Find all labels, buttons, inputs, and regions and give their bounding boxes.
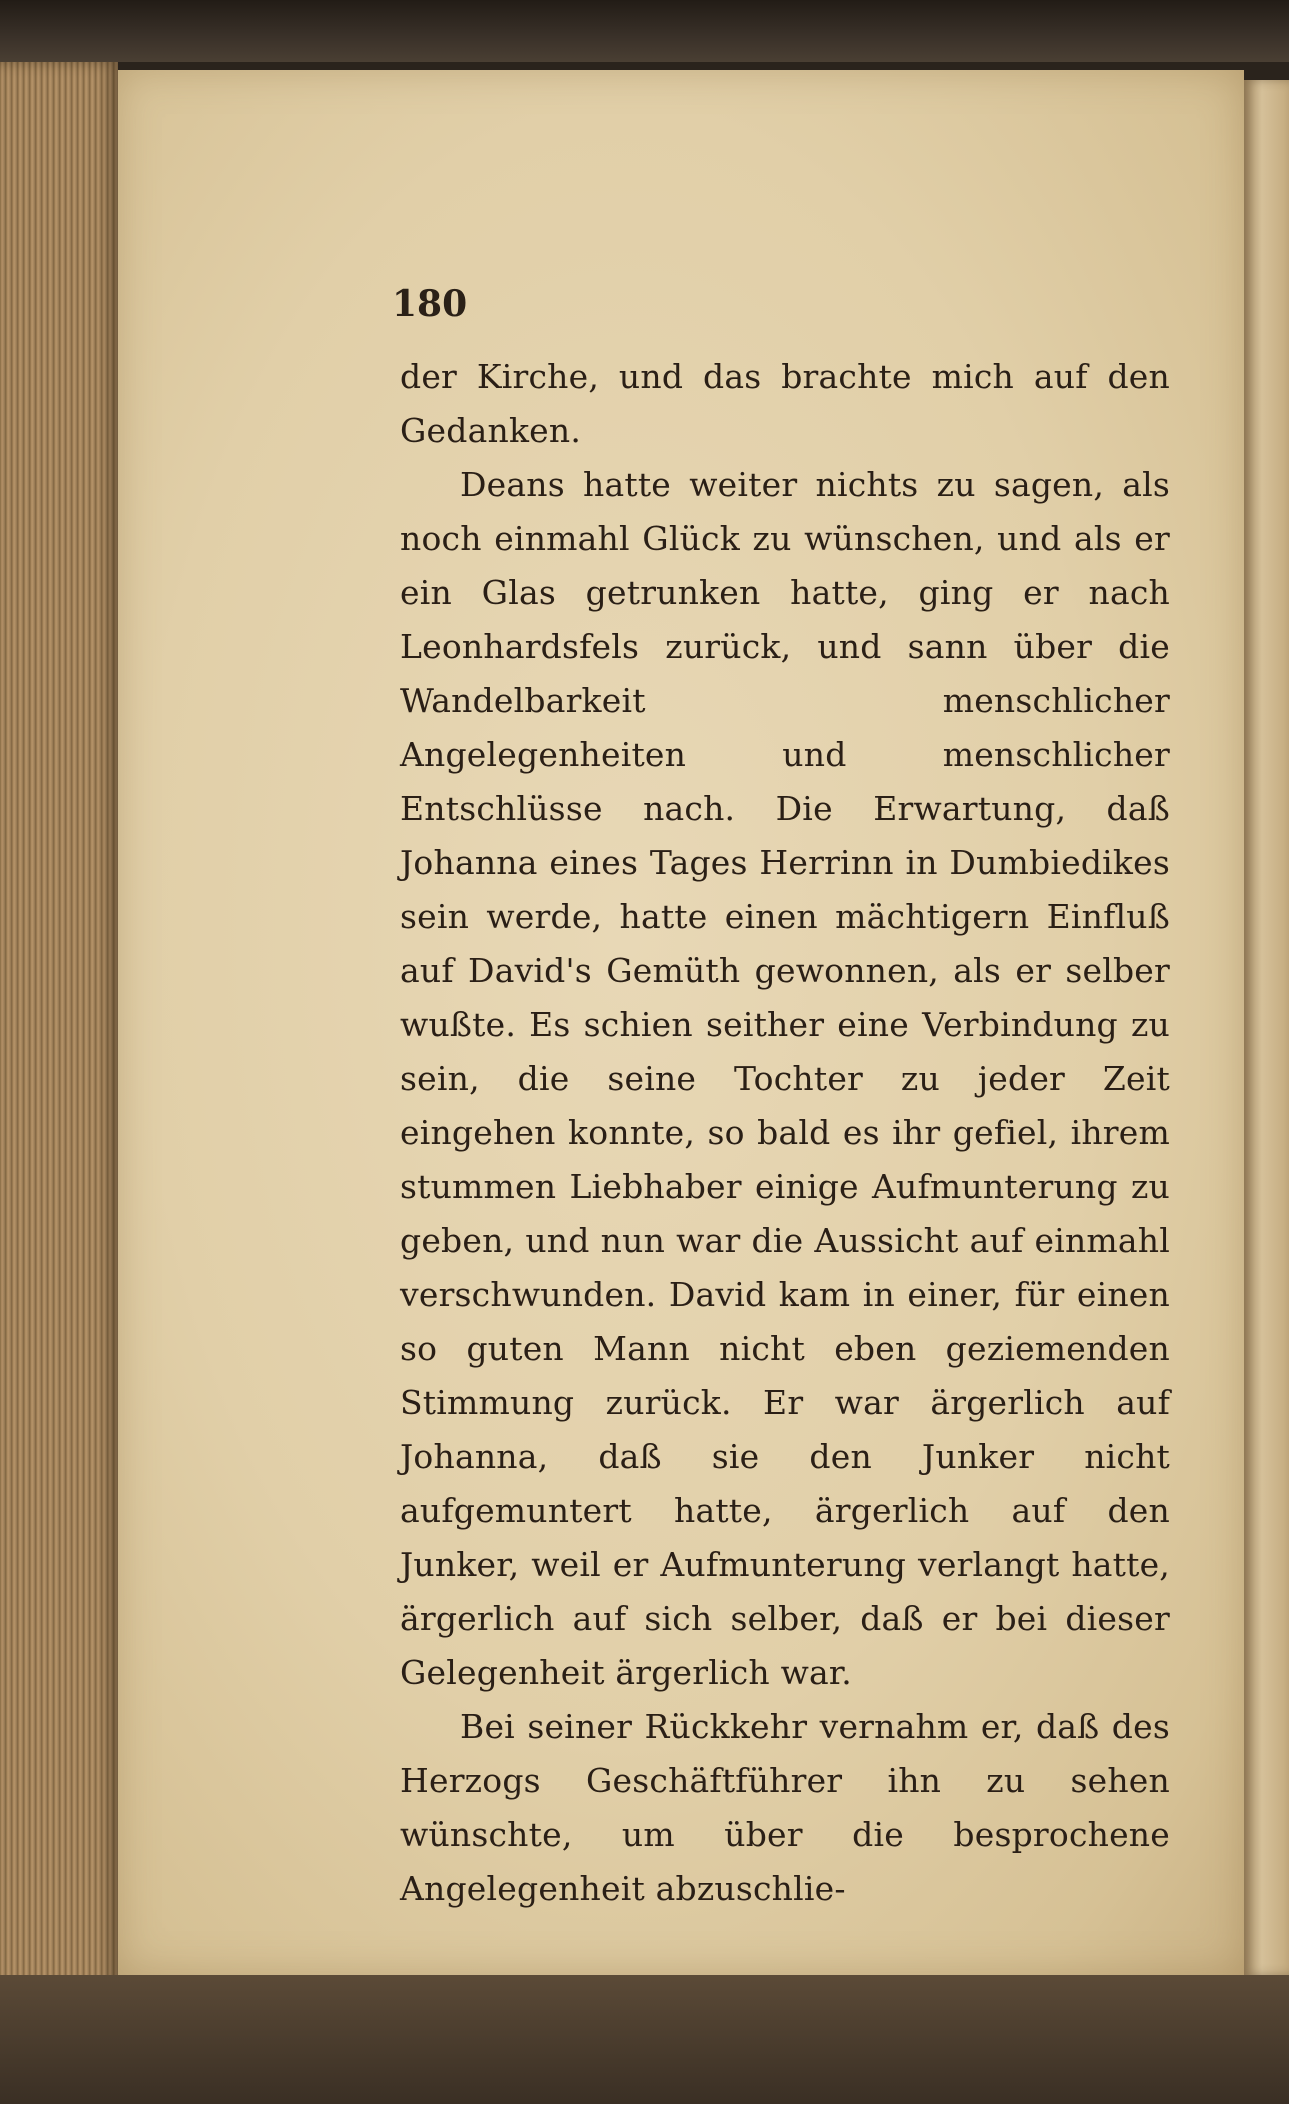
next-page-edge xyxy=(1244,80,1289,1975)
page-number: 180 xyxy=(392,283,468,325)
paragraph-rueckkehr: Bei seiner Rückkehr vernahm er, daß des Herzogs Geschäftführer ihn zu sehen wünschte, um über die besprochene Angelegenheit abzuschlie- xyxy=(400,1707,1170,1908)
paragraph-continuation: der Kirche, und das brachte mich auf den Gedanken. xyxy=(400,357,1170,450)
body-text xyxy=(400,350,1170,1916)
scan-top-edge xyxy=(0,0,1289,62)
book-page-edges-left xyxy=(0,62,118,2104)
scan-bottom-edge xyxy=(0,1975,1289,2104)
paragraph-deans: Deans hatte weiter nichts zu sagen, als noch einmahl Glück zu wünschen, und als er ein Glas getrunken hatte, ging er nach Leonhardsfels zurück, und sann über die Wandelbarkeit menschlicher Angelegenheiten und menschlicher Entschlüsse nach. Die Erwartung, daß Johanna eines Tages Herrinn in Dumbiedikes sein werde, hatte einen mächtigern Einfluß auf David's Gemüth gewonnen, als er selber wußte. Es schien seither eine Verbindung zu sein, die seine Tochter zu jeder Zeit eingehen konnte, so bald es ihr gefiel, ihrem stummen Liebhaber einige Aufmunterung zu geben, und nun war die Aussicht auf einmahl verschwunden. David kam in einer, für einen so guten Mann nicht eben geziemenden Stimmung zurück. Er war ärgerlich auf Johanna, daß sie den Junker nicht aufgemuntert hatte, ärgerlich auf den Junker, weil er Aufmunterung verlangt hatte, ärgerlich auf sich selber, daß er bei dieser Gelegenheit ärgerlich war. xyxy=(400,465,1170,1692)
